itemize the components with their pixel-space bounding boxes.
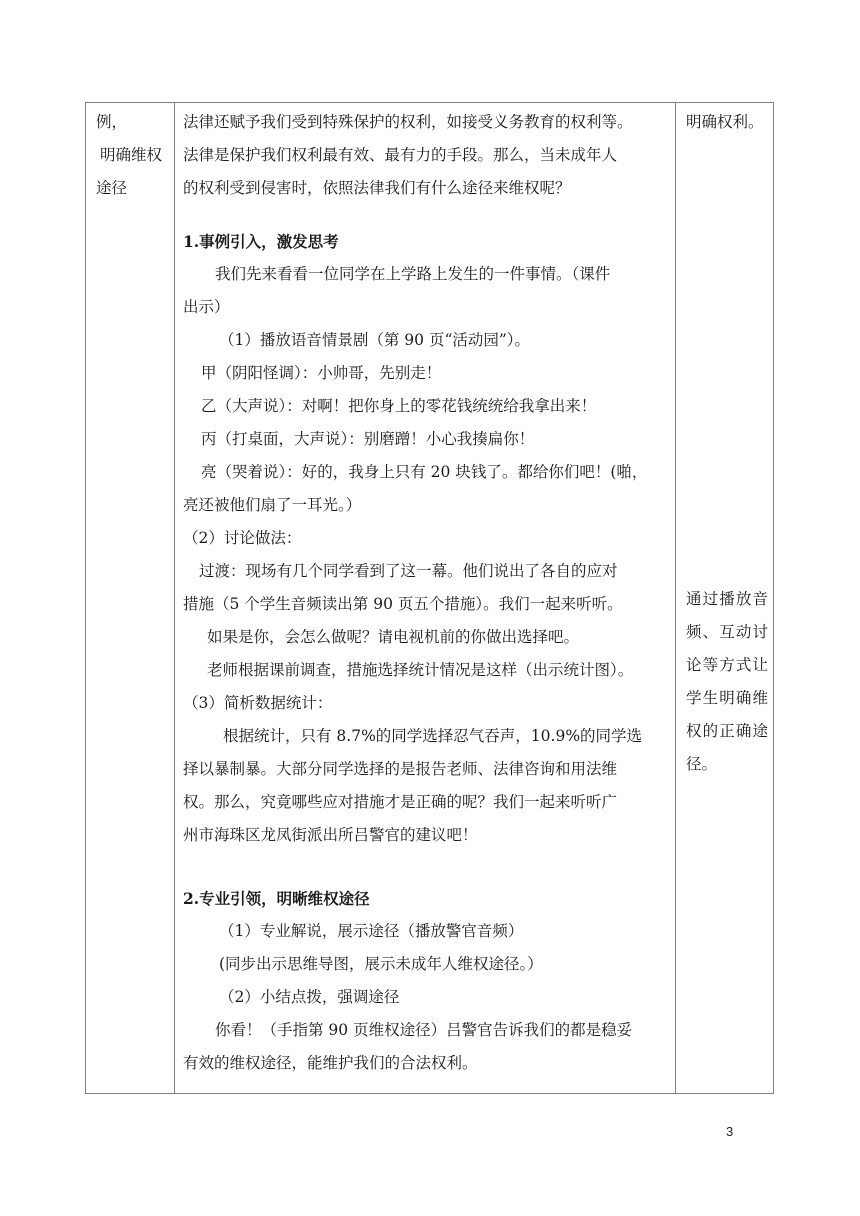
- body-line: （3）简析数据统计：: [183, 694, 333, 712]
- body-line: (同步出示思维导图，展示未成年人维权途径。）: [219, 955, 543, 973]
- purpose-top: 明确权利。: [686, 113, 764, 131]
- stage-column: [86, 103, 174, 205]
- body-line: 乙（大声说）：对啊！把你身上的零花钱统统给我拿出来！: [201, 397, 597, 415]
- body-line: 权。那么，究竟哪些应对措施才是正确的呢？我们一起来听听广: [183, 793, 618, 811]
- body-line: 亮还被他们扇了一耳光。）: [183, 496, 362, 514]
- body-line: 甲（阴阳怪调）：小帅哥，先别走！: [201, 364, 442, 382]
- body-line: 措施（5 个学生音频读出第 90 页五个措施）。我们一起来听听。: [183, 595, 623, 613]
- body-line: （1）专业解说，展示途径（播放警官音频）: [219, 922, 524, 940]
- intro-line: 的权利受到侵害时，依照法律我们有什么途径来维权呢？: [183, 179, 571, 197]
- body-line: 过渡：现场有几个同学看到了这一幕。他们说出了各自的应对: [199, 562, 618, 580]
- body-line: 根据统计，只有 8.7%的同学选择忍气吞声，10.9%的同学选: [223, 727, 643, 745]
- section-heading: 2.专业引领，明晰维权途径: [183, 889, 370, 908]
- activity-column: [175, 103, 675, 1080]
- purpose-column: [676, 103, 774, 1093]
- intro-line: 法律还赋予我们受到特殊保护的权利，如接受义务教育的权利等。: [183, 113, 633, 131]
- body-line: 老师根据课前调查，措施选择统计情况是这样（出示统计图）。: [207, 661, 634, 679]
- purpose-note: 通过播放音频、互动讨论等方式让学生明确维权的正确途径。: [686, 590, 768, 773]
- body-line: 亮（哭着说）：好的，我身上只有 20 块钱了。都给你们吧！(啪，: [201, 463, 648, 481]
- body-line: 如果是你，会怎么做呢？请电视机前的你做出选择吧。: [207, 628, 580, 646]
- stage-line: 例，: [96, 113, 128, 131]
- body-line: （1）播放语音情景剧（第 90 页“活动园”）。: [219, 331, 531, 349]
- section-heading: 1.事例引入，激发思考: [183, 232, 339, 251]
- stage-line: 明确维权: [100, 146, 163, 164]
- body-line: 我们先来看看一位同学在上学路上发生的一件事情。（课件: [215, 265, 611, 283]
- body-line: 出示）: [183, 298, 230, 316]
- page-number: 3: [726, 1124, 734, 1139]
- body-line: （2）讨论做法：: [183, 529, 302, 547]
- body-line: 你看！（手指第 90 页维权途径）吕警官告诉我们的都是稳妥: [215, 1021, 633, 1039]
- intro-line: 法律是保护我们权利最有效、最有力的手段。那么，当未成年人: [183, 146, 618, 164]
- body-line: 择以暴制暴。大部分同学选择的是报告老师、法律咨询和用法维: [183, 760, 618, 778]
- body-line: 有效的维权途径，能维护我们的合法权利。: [183, 1054, 478, 1072]
- body-line: 州市海珠区龙凤街派出所吕警官的建议吧！: [183, 826, 478, 844]
- lesson-plan-table: [85, 102, 774, 1094]
- body-line: （2）小结点拨，强调途径: [219, 988, 400, 1006]
- body-line: 丙（打桌面，大声说）：别磨蹭！小心我揍扁你！: [201, 430, 535, 448]
- stage-line: 途径: [96, 179, 128, 197]
